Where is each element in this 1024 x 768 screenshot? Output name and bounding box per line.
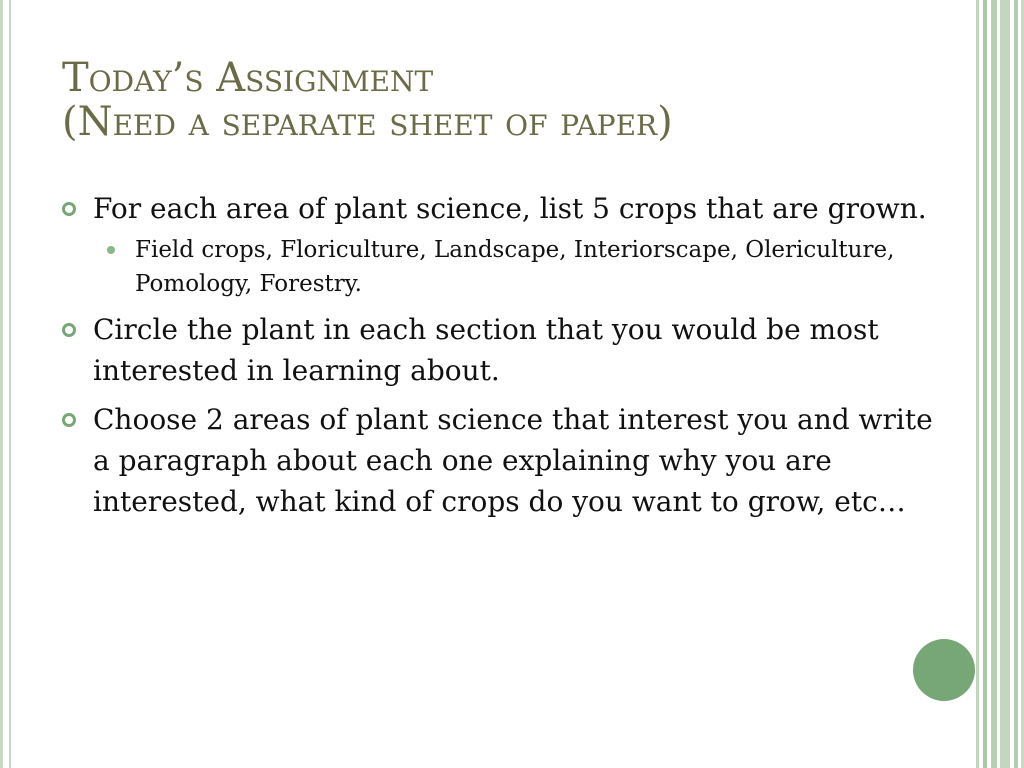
stripe	[991, 0, 997, 768]
ring-bullet-icon	[62, 202, 76, 216]
ring-bullet-icon	[62, 413, 76, 427]
bullet-item	[62, 188, 942, 229]
bullet-item	[62, 309, 942, 391]
left-border-line-inner	[9, 0, 11, 768]
ring-bullet-icon	[62, 323, 76, 337]
bullet-text: Choose 2 areas of plant science that interest you and write a paragraph about each one explaining why you are interested, what kind of crops do you want to grow, etc…	[93, 403, 933, 518]
title-line-2: (Need a separate sheet of paper)	[62, 99, 673, 145]
sub-bullet-text: Field crops, Floriculture, Landscape, Interiorscape, Olericulture, Pomology, Forestry.	[135, 237, 895, 297]
bullet-text: Circle the plant in each section that you would be most interested in learning about.	[93, 313, 879, 387]
left-border-line	[0, 0, 3, 768]
bullet-item	[62, 399, 942, 522]
sub-bullet-item	[62, 233, 942, 301]
slide-body	[62, 188, 942, 530]
dot-bullet-icon	[107, 246, 115, 254]
stripe	[1000, 0, 1010, 768]
slide-title	[62, 56, 942, 144]
decorative-circle	[913, 639, 975, 701]
stripe	[1014, 0, 1018, 768]
stripe	[983, 0, 987, 768]
title-line-1: Today’s Assignment	[62, 55, 434, 101]
stripe	[976, 0, 979, 768]
bullet-text: For each area of plant science, list 5 crops that are grown.	[93, 192, 927, 225]
right-decorative-stripes	[976, 0, 1024, 768]
